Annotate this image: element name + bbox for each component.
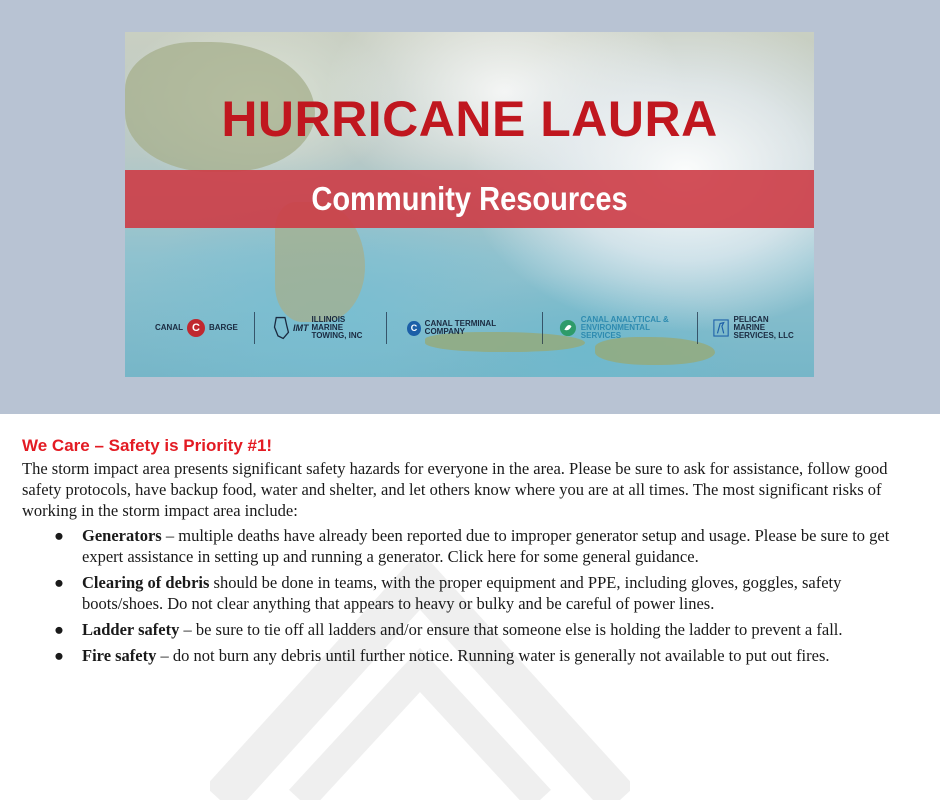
list-item: ● Fire safety – do not burn any debris until further notice. Running water is generally not available to put out fires.: [54, 646, 830, 665]
banner-title: HURRICANE LAURA: [221, 91, 718, 147]
banner-subtitle: Community Resources: [311, 180, 628, 217]
canal-analytical-logo: CANAL ANALYTICAL & ENVIRONMENTAL SERVICES: [559, 316, 681, 340]
list-item: ● Clearing of debris should be done in teams, with the proper equipment and PPE, including gloves, goggles, safety boots/shoes. Do not clear anything that appears to heavy or bulky and be careful of power lines.: [54, 573, 842, 613]
canal-terminal-c-icon: C: [407, 321, 420, 336]
company-logos-row: [155, 310, 795, 346]
canal-barge-logo: CANAL C BARGE: [155, 319, 238, 337]
safety-heading: We Care – Safety is Priority #1!: [22, 436, 273, 455]
list-item: ● Generators – multiple deaths have already been reported due to improper generator setup and usage. Please be sure to get expert assistance in setting up and running a generator. Click here for some general guidance.: [54, 526, 890, 566]
hurricane-banner-image: [125, 32, 814, 377]
risk-list: [22, 525, 922, 666]
pelican-marine-logo: PELICAN MARINE SERVICES, LLC: [713, 316, 795, 340]
leaf-badge-icon: [559, 318, 577, 338]
list-item: ● Ladder safety – be sure to tie off all ladders and/or ensure that someone else is holding the ladder to prevent a fall.: [54, 620, 843, 639]
pelican-icon: [713, 318, 729, 338]
safety-intro: The storm impact area presents significant safety hazards for everyone in the area. Please be sure to ask for assistance, follow good safety protocols, have backup food, water and shelter, and let others know where you are at all times. The most significant risks of working in the storm impact area include:: [22, 459, 888, 520]
illinois-state-icon: [271, 315, 290, 341]
illinois-marine-towing-logo: IMT ILLINOIS MARINE TOWING, INC: [271, 315, 371, 341]
canal-c-icon: C: [187, 319, 205, 337]
safety-content: [22, 436, 922, 671]
canal-terminal-logo: C CANAL TERMINAL COMPANY: [403, 320, 526, 336]
